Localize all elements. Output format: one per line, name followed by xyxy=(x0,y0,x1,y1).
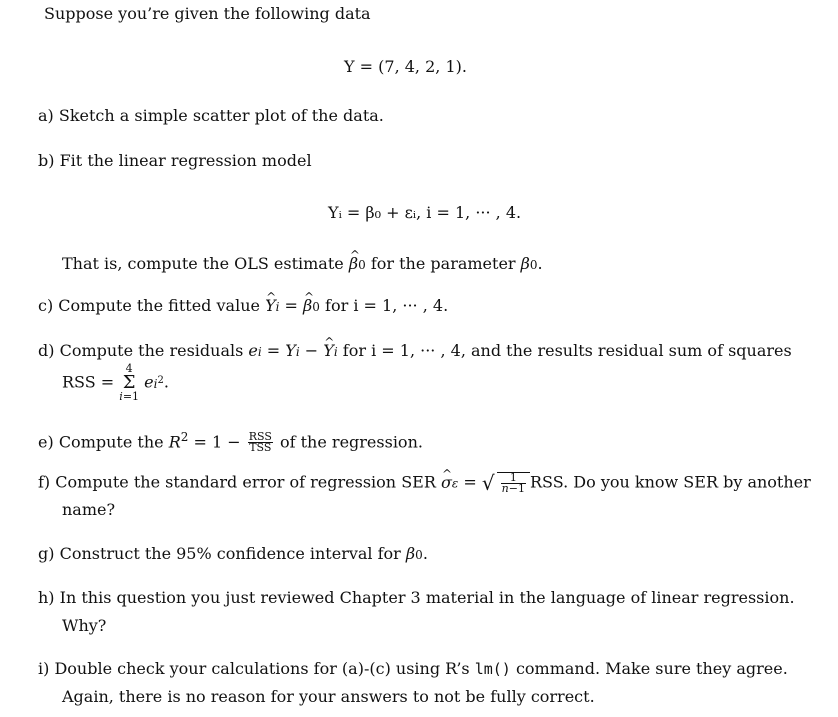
rss-formula: RSS = 4 Σ i=1 $ei^2$. xyxy=(62,362,169,403)
item-b-label: b) xyxy=(38,151,55,170)
item-b xyxy=(38,151,312,171)
item-f-cont: name? xyxy=(62,500,116,519)
intro-text: Suppose you’re given the following data xyxy=(44,4,371,23)
item-d: d) Compute the residuals ei = Yi − Y ^i for i = 1, ··· , 4, and the results residual sum of squares xyxy=(38,341,792,362)
item-e: e) Compute the $R^2 = 1$ − $\frac{\text{RSS}}{\text{TSS}}$ of the regression. xyxy=(38,430,423,455)
item-b-text: Fit the linear regression model xyxy=(59,151,312,170)
item-i: i) Double check your calculations for (a)-(c) using R’s lm() command. Make sure they agree. xyxy=(38,659,788,678)
item-h: h) In this question you just reviewed Chapter 3 material in the language of linear regression. xyxy=(38,588,795,607)
model-equation: Yᵢ = β₀ + εᵢ, i = 1, ··· , 4. xyxy=(328,203,522,222)
item-a xyxy=(38,106,384,126)
item-i-cont: Again, there is no reason for your answers to not be fully correct. xyxy=(62,687,595,706)
beta-hat-symbol: β ^ xyxy=(349,254,358,274)
item-a-text: Sketch a simple scatter plot of the data. xyxy=(58,106,384,125)
code-lm: lm() xyxy=(474,660,511,678)
item-b-note: That is, compute the OLS estimate β ^0 for the parameter β0. xyxy=(62,254,543,275)
item-f: f) Compute the standard error of regression SER σ ^ε = √ $\frac{1}{n-1}$ RSS. Do you know SER by another xyxy=(38,472,811,494)
item-h-cont: Why? xyxy=(62,616,107,635)
data-equation: Y = (7, 4, 2, 1). xyxy=(344,57,467,76)
item-a-label: a) xyxy=(38,106,54,125)
item-c: c) Compute the fitted value Y ^i = β ^0 for i = 1, ··· , 4. xyxy=(38,296,448,317)
item-g: g) Construct the 95% confidence interval for β0. xyxy=(38,544,428,563)
